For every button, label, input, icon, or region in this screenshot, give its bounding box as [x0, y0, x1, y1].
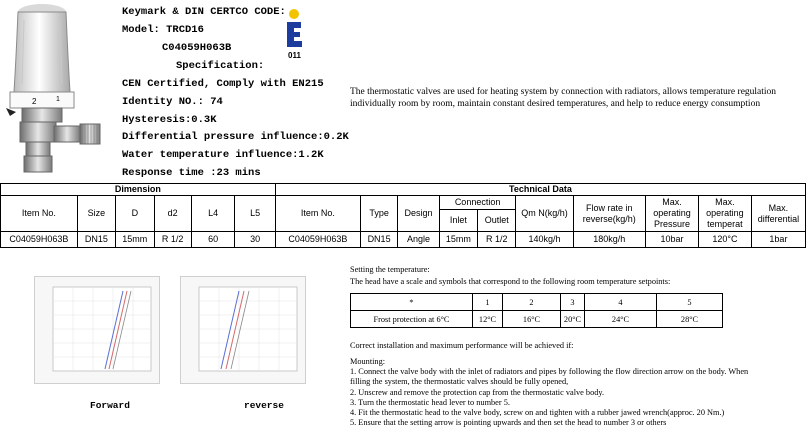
mounting-step: 3. Turn the thermostatic head lever to number 5. — [350, 397, 510, 407]
header-type: Type — [360, 196, 397, 232]
setpoint-value-1: 12°C — [473, 311, 503, 328]
mounting-step: 1. Connect the valve body with the inlet of radiators and pipes by following the flow direction arrow on the body. When — [350, 367, 749, 377]
cell-d2: R 1/2 — [154, 232, 191, 248]
setting-title: Setting the temperature: — [350, 265, 430, 274]
model-label: Model: TRCD16 — [122, 24, 204, 36]
mounting-step: 2. Unscrew and remove the protection cap from the thermostatic valve body. — [350, 387, 605, 397]
certification-code-label: Keymark & DIN CERTCO CODE: — [122, 6, 286, 18]
response-time-value: Response time :23 mins — [122, 167, 261, 179]
specification-label: Specification: — [176, 60, 265, 72]
setpoint-header-1: 1 — [473, 294, 503, 311]
reverse-flow-chart — [180, 276, 306, 384]
mounting-step: 4. Fit the thermostatic head to the valve body, screw on and tighten with a rubber jawed wrench(approc. 20 Nm.) — [350, 408, 725, 418]
scale-mark-1: 1 — [56, 96, 60, 103]
cell-flow-reverse: 180kg/h — [573, 232, 646, 248]
cell-max-differential: 1bar — [751, 232, 805, 248]
header-design: Design — [398, 196, 439, 232]
header-qm: Qm N(kg/h) — [516, 196, 573, 232]
cell-qm: 140kg/h — [516, 232, 573, 248]
header-max-temperature: Max. operating temperat — [698, 196, 751, 232]
temperature-setpoint-table — [350, 293, 723, 328]
table-row — [351, 294, 723, 311]
setpoint-header-3: 3 — [561, 294, 585, 311]
setpoint-value-2: 16°C — [503, 311, 561, 328]
identity-number: Identity NO.: 74 — [122, 96, 223, 108]
cell-inlet: 15mm — [439, 232, 477, 248]
logo-caption: 011 — [288, 51, 301, 60]
header-max-differential: Max. differential — [751, 196, 805, 232]
cell-max-temperature: 120°C — [698, 232, 751, 248]
mounting-title: Mounting: — [350, 357, 386, 366]
item-code: C04059H063B — [162, 42, 232, 54]
setpoint-header-2: 2 — [503, 294, 561, 311]
cell-l5: 30 — [235, 232, 275, 248]
hysteresis-value: Hysteresis:0.3K — [122, 114, 217, 126]
certified-text: CEN Certified, Comply with EN215 — [122, 78, 324, 90]
header-inlet: Inlet — [439, 210, 477, 232]
cell-d: 15mm — [116, 232, 154, 248]
setpoint-value-5: 28°C — [657, 311, 723, 328]
forward-chart-label: Forward — [90, 400, 130, 411]
table-row — [1, 232, 806, 248]
header-d: D — [116, 196, 154, 232]
reverse-chart-label: reverse — [244, 400, 284, 411]
setpoint-header-5: 5 — [657, 294, 723, 311]
differential-pressure-value: Differential pressure influence:0.2K — [122, 131, 349, 143]
header-item-no: Item No. — [1, 196, 78, 232]
mounting-step: 5. Ensure that the setting arrow is pointing upwards and then set the head to number 3 or others — [350, 418, 667, 428]
header-d2: d2 — [154, 196, 191, 232]
header-flow-reverse: Flow rate in reverse(kg/h) — [573, 196, 646, 232]
cell-item-no: C04059H063B — [1, 232, 78, 248]
cell-item-no-technical: C04059H063B — [275, 232, 360, 248]
thermostatic-valve-image — [0, 0, 112, 180]
header-size: Size — [77, 196, 115, 232]
cell-max-pressure: 10bar — [646, 232, 699, 248]
setpoint-header-symbol: * — [351, 294, 473, 311]
scale-mark-2: 2 — [32, 97, 37, 106]
setpoint-header-4: 4 — [585, 294, 657, 311]
header-outlet: Outlet — [478, 210, 516, 232]
setting-subtitle: The head have a scale and symbols that correspond to the following room temperature setpoints: — [350, 277, 671, 286]
header-l4: L4 — [191, 196, 235, 232]
cell-type: DN15 — [360, 232, 397, 248]
cell-outlet: R 1/2 — [478, 232, 516, 248]
header-l5: L5 — [235, 196, 275, 232]
mounting-instructions — [350, 357, 810, 428]
setpoint-frost: Frost protection at 6°C — [351, 311, 473, 328]
cell-l4: 60 — [191, 232, 235, 248]
cell-size: DN15 — [77, 232, 115, 248]
forward-flow-chart — [34, 276, 160, 384]
product-description: The thermostatic valves are used for heating system by connection with radiators, allows temperature regulation individually room by room, maintain constant desired temperatures, and help to reduce energy consumption — [350, 87, 777, 109]
setpoint-value-3: 20°C — [561, 311, 585, 328]
header-max-pressure: Max. operating Pressure — [646, 196, 699, 232]
dimension-group-header: Dimension — [1, 184, 276, 196]
cell-design: Angle — [398, 232, 439, 248]
mounting-step: filling the system, the thermostatic valves should be fully opened, — [350, 377, 569, 387]
table-row — [351, 311, 723, 328]
technical-data-group-header: Technical Data — [275, 184, 805, 196]
setpoint-value-4: 24°C — [585, 311, 657, 328]
installation-note: Correct installation and maximum performance will be achieved if: — [350, 341, 574, 350]
header-connection: Connection — [439, 196, 516, 210]
product-data-table — [0, 183, 806, 248]
header-item-no-technical: Item No. — [275, 196, 360, 232]
water-temperature-value: Water temperature influence:1.2K — [122, 149, 324, 161]
